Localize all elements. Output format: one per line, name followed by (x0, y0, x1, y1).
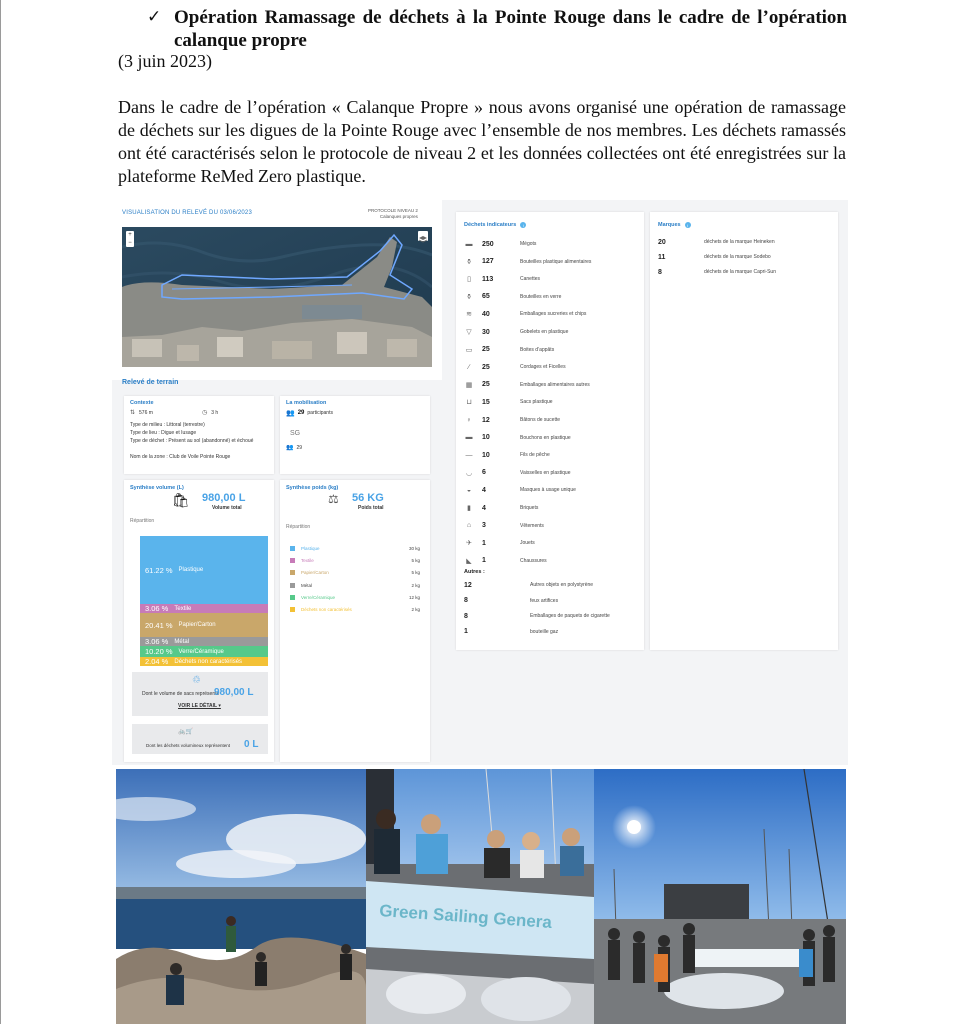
indicator-row (464, 238, 536, 250)
indicator-label: Vaisselles en plastique (520, 469, 571, 476)
marque-label: déchets de la marque Heineken (704, 239, 775, 245)
photo-harbour-group (594, 769, 846, 1024)
indicator-label: Bouchons en plastique (520, 434, 571, 441)
remed-dashboard (112, 200, 848, 765)
indicator-row (464, 449, 550, 461)
package-icon: ▦ (465, 381, 473, 389)
photo-harbour-group-image (594, 769, 846, 1024)
lighter-icon: ▮ (467, 505, 471, 512)
indicator-row (464, 291, 561, 303)
wrapper-icon: ≋ (466, 311, 472, 319)
marque-label: déchets de la marque Capri-Sun (704, 269, 776, 275)
indicator-row (464, 256, 591, 268)
marques-title: Marques (658, 222, 681, 228)
indicator-count: 25 (482, 363, 490, 371)
bags-icon: ♲ (192, 675, 201, 686)
indicator-row (464, 467, 571, 479)
autres-row (464, 610, 610, 622)
indicator-count: 25 (482, 346, 490, 354)
can-icon: ▯ (467, 276, 471, 284)
indicator-count: 6 (482, 469, 486, 477)
indicator-row (464, 484, 576, 496)
clock-icon: ◷ (202, 410, 208, 416)
intro-paragraph: Dans le cadre de l’opération « Calanque Propre » nous avons organisé une opération de ramassage de déchets sur les digues de la Pointe Rouge avec l’ensemble de nos membres. Les déchets ramassés ont été caractérisés selon le protocole de niveau 2 et les données collectées ont été enregistrées sur la plateforme ReMed Zero plastique. (118, 97, 846, 186)
autres-count: 8 (464, 612, 468, 620)
marque-count: 8 (658, 268, 662, 276)
bulky-waste-icon: 🚲🛒 (178, 729, 193, 735)
poids-legend-row (290, 581, 420, 590)
info-icon[interactable]: i (520, 222, 526, 228)
indicateurs-card (456, 212, 644, 650)
photo-digue (116, 769, 366, 1024)
autres-count: 8 (464, 597, 468, 604)
indicator-count: 10 (482, 451, 490, 459)
trash-bag-icon: 🛍 (172, 492, 190, 508)
indicator-row (464, 537, 535, 549)
context-dechet: Type de déchet : Présent au sol (abandonné) et échoué (130, 438, 254, 444)
indicator-label: Bâtons de sucette (520, 417, 561, 423)
indicator-row (464, 273, 540, 285)
bottle-icon: ⚱ (466, 258, 472, 266)
area-icon: ⇅ (130, 410, 136, 416)
bag-icon: ⊔ (466, 399, 472, 407)
marque-count: 20 (658, 238, 666, 246)
marque-row (658, 236, 775, 248)
marque-row (658, 266, 776, 278)
indicator-row (464, 308, 586, 320)
indicator-count: 40 (482, 310, 490, 318)
photo-digue-image (116, 769, 366, 1024)
indicator-count: 12 (482, 416, 490, 424)
indicator-label: Chaussures (520, 557, 547, 564)
releve-title: Relevé de terrain (122, 379, 179, 386)
marque-row (658, 251, 771, 263)
cap-icon: ▬ (465, 434, 473, 442)
scale-icon: ⚖ (328, 492, 339, 506)
viz-title: VISUALISATION DU RELEVÉ DU 03/06/2023 (122, 210, 253, 216)
legend-name: Textile (301, 558, 314, 564)
section-heading (147, 6, 847, 52)
volume-segment-textile: 3.06 % Textile (140, 604, 268, 613)
indicateurs-title: Déchets indicateurs (464, 222, 517, 228)
legend-swatch (290, 583, 295, 588)
zoom-controls[interactable] (126, 231, 134, 247)
poids-repartition-label: Répartition (286, 524, 311, 530)
legend-name: Verre/Céramique (301, 594, 336, 600)
indicator-label: Bouteilles en verre (520, 293, 562, 300)
protocol-label (368, 208, 418, 220)
zoom-out-button[interactable]: − (128, 240, 132, 246)
autres-row (464, 579, 593, 591)
legend-name: Déchets non caractérisés (301, 607, 352, 612)
indicator-count: 4 (482, 504, 486, 512)
indicator-label: Bouteilles plastique alimentaires (520, 258, 592, 265)
page-left-border (0, 0, 1, 1024)
indicator-row (464, 502, 538, 514)
poids-title: Synthèse poids (kg) (286, 485, 339, 491)
indicator-count: 127 (482, 258, 494, 266)
group-icon: 👥 (286, 445, 294, 451)
autres-row (464, 626, 558, 638)
layers-icon (418, 234, 428, 244)
poids-legend-row (290, 556, 420, 565)
indicator-count: 10 (482, 434, 490, 442)
volume-segment-plastique: 61.22 % Plastique (140, 536, 268, 604)
marque-count: 11 (658, 253, 666, 261)
cigarette-icon: ▬ (465, 240, 473, 248)
volume-segment-papier: 20.41 % Papier/Carton (140, 613, 268, 637)
volumineux-value: 0 L (244, 739, 259, 750)
volume-repartition-label: Répartition (130, 518, 155, 524)
satellite-map[interactable] (122, 227, 432, 367)
marques-card (650, 212, 838, 650)
indicator-count: 3 (482, 522, 486, 530)
people-icon: 👥 (286, 410, 295, 417)
autres-title: Autres : (464, 569, 485, 575)
rope-icon: ∕ (468, 363, 470, 371)
indicator-row (464, 379, 590, 391)
legend-name: Papier/Carton (301, 570, 329, 576)
protocol-line-2: Calanques propres (379, 214, 418, 219)
map-card (112, 200, 442, 386)
mobilisation-title: La mobilisation (286, 400, 327, 406)
volume-segment-verre: 10.20 % Verre/Céramique (140, 646, 268, 657)
legend-name: Plastique (301, 546, 320, 551)
autres-label: feux artifices (530, 597, 559, 604)
autres-count: 12 (464, 581, 472, 589)
autres-row (464, 595, 558, 607)
glass-bottle-icon: ⚱ (466, 293, 472, 301)
autres-label: Emballages de paquets de cigarette (530, 613, 610, 619)
fishing-line-icon: — (465, 451, 473, 459)
mask-icon: ◒ (466, 486, 472, 494)
indicator-label: Vêtements (520, 522, 544, 529)
volume-title: Synthèse volume (L) (130, 485, 184, 491)
indicator-count: 65 (482, 293, 490, 301)
legend-swatch (290, 607, 295, 612)
toy-icon: ✈ (466, 540, 472, 548)
legend-value: 30 kg (408, 546, 420, 551)
cup-icon: ▽ (466, 329, 472, 336)
context-lieu: Type de lieu : Digue et Iusage (130, 430, 197, 436)
volume-stacked-bar (140, 536, 268, 666)
indicator-count: 30 (482, 328, 490, 336)
indicator-label: Jouets (520, 540, 535, 547)
poids-legend-row (290, 605, 420, 614)
layers-button[interactable] (418, 231, 428, 241)
event-date: (3 juin 2023) (118, 51, 212, 71)
volume-total: 980,00 L (202, 492, 246, 504)
context-milieu: Type de milieu : Littoral (terrestre) (130, 422, 205, 428)
context-card (124, 396, 274, 474)
poids-legend-row (290, 544, 420, 553)
indicator-label: Fils de pêche (520, 452, 550, 459)
indicator-count: 15 (482, 398, 490, 406)
participants-label: participants (307, 410, 333, 416)
marques-info-icon[interactable]: i (685, 222, 691, 228)
autres-label: Autres objets en polystyrène (530, 582, 594, 588)
autres-label: bouteille gaz (530, 628, 559, 635)
indicator-row (464, 361, 566, 373)
indicator-count: 250 (482, 240, 494, 248)
indicator-label: Emballages alimentaires autres (520, 381, 590, 388)
indicator-row (464, 344, 554, 356)
context-duration: 3 h (211, 409, 219, 416)
poids-total: 56 KG (352, 492, 384, 504)
protocol-line-1: PROTOCOLE NIVEAU 2 (368, 208, 418, 213)
context-surface: 576 m (139, 409, 153, 416)
box-icon: ▭ (465, 346, 473, 354)
poids-legend-row (290, 568, 420, 577)
photo-group-banner (366, 769, 594, 1024)
indicator-label: Masques à usage unique (520, 487, 576, 494)
context-zone: Nom de la zone : Club de Voile Pointe Rouge (130, 454, 231, 460)
autres-count: 1 (464, 628, 468, 635)
legend-value: 12 kg (408, 594, 420, 600)
legend-value: 5 kg (411, 558, 420, 564)
lollipop-icon: ♀ (466, 416, 472, 424)
legend-swatch (290, 546, 295, 551)
sacs-value: 980,00 L (214, 687, 254, 698)
legend-name: Métal (301, 582, 313, 588)
indicator-count: 113 (482, 275, 494, 283)
indicator-label: Emballages sucreries et chips (520, 311, 587, 318)
legend-swatch (290, 558, 295, 563)
volumineux-label: Dont les déchets volumineux représentent (146, 743, 231, 748)
indicator-label: Canettes (520, 276, 541, 283)
mobilisation-card (280, 396, 430, 474)
indicator-row (464, 396, 553, 408)
indicator-row (464, 555, 547, 567)
map-image (122, 227, 432, 367)
marque-label: déchets de la marque Sodebo (704, 254, 771, 260)
context-title: Contexte (130, 400, 154, 406)
volume-segment-metal: 3.06 % Métal (140, 637, 268, 646)
legend-value: 5 kg (411, 570, 420, 576)
structure-logo: SG (290, 430, 301, 437)
poids-card (280, 480, 430, 762)
indicator-count: 1 (482, 557, 486, 565)
indicator-label: Briquets (520, 505, 539, 511)
heading-text: Opération Ramassage de déchets à la Pointe Rouge dans le cadre de l’opération calanque propre (174, 7, 847, 51)
indicator-label: Sacs plastique (520, 399, 553, 406)
group-count: 29 (296, 444, 303, 451)
indicator-count: 4 (482, 486, 486, 494)
dish-icon: ◡ (465, 469, 473, 477)
indicator-count: 25 (482, 381, 490, 389)
indicator-label: Mégots (520, 241, 537, 247)
volume-total-label: Volume total (212, 505, 242, 511)
indicator-row (464, 414, 560, 426)
shirt-icon: ⌂ (466, 522, 472, 530)
voir-detail-link[interactable]: VOIR LE DÉTAIL ▾ (178, 703, 221, 709)
banner-text: Green Sailing Genera (378, 901, 553, 933)
legend-swatch (290, 570, 295, 575)
check-icon: ✓ (147, 7, 162, 27)
legend-swatch (290, 595, 295, 600)
poids-legend-row (290, 593, 420, 602)
participants-count: 29 (297, 410, 305, 416)
photo-group-banner-image (366, 769, 594, 1024)
indicator-label: Gobelets en plastique (520, 329, 569, 335)
shoe-icon: ◣ (466, 557, 472, 565)
poids-total-label: Poids total (358, 505, 384, 511)
zoom-in-button[interactable]: + (128, 232, 132, 238)
volume-card (124, 480, 274, 762)
indicator-count: 1 (482, 539, 486, 547)
volumineux-summary-box (132, 724, 268, 754)
indicator-row (464, 520, 544, 532)
volume-segment-non-caracterises: 2.04 % Déchets non caractérisés (140, 657, 268, 666)
indicator-label: Cordages et Ficelles (520, 364, 566, 371)
sacs-label: Dont le volume de sacs représente (142, 691, 220, 697)
indicator-row (464, 326, 568, 338)
indicator-row (464, 432, 571, 444)
indicator-label: Boites d’appâts (520, 346, 555, 353)
legend-value: 2 kg (411, 582, 420, 588)
legend-value: 2 kg (411, 607, 420, 612)
sacs-summary-box (132, 672, 268, 716)
